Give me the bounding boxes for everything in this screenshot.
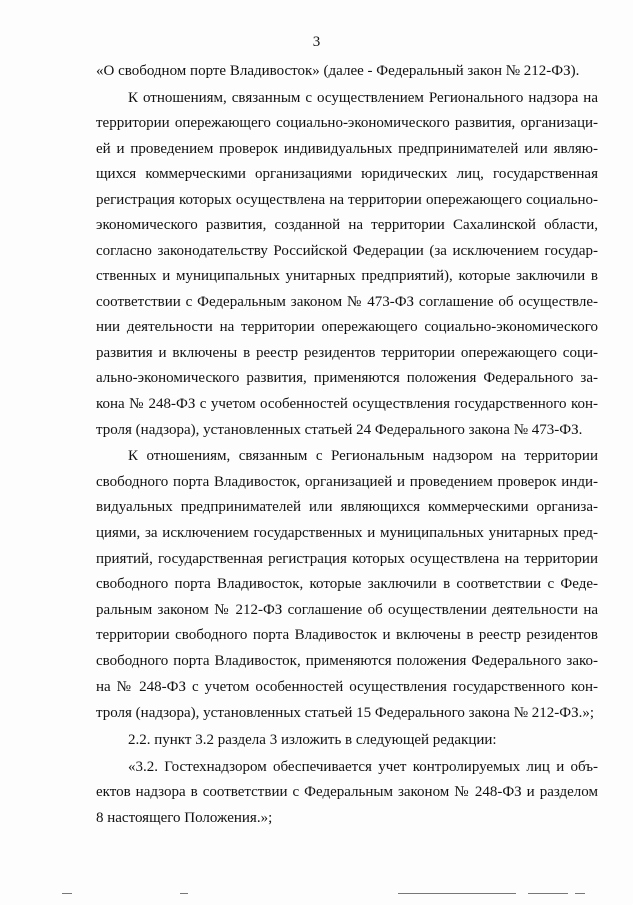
text-line: свободного порта Владивосток, которые заключили в соответствии с Феде- <box>96 576 598 592</box>
text-line: ей и проведением проверок индивидуальных предпринимателей или являю- <box>96 141 598 157</box>
text-line: свободного порта Владивосток, организацией и проведением проверок инди- <box>96 474 598 490</box>
text-line: соответствии с Федеральным законом № 473-ФЗ соглашение об осуществле- <box>96 294 598 310</box>
text-line: территории свободного порта Владивосток и включены в реестр резидентов <box>96 627 598 643</box>
scan-artifact <box>398 893 516 894</box>
page-number: 3 <box>312 34 321 50</box>
text-line: свободного порта Владивосток, применяются положения Федерального зако- <box>96 653 598 669</box>
text-line: территории опережающего социально-экономического развития, организаци- <box>96 115 598 131</box>
paragraph-last-line: 8 настоящего Положения.»; <box>96 810 273 826</box>
paragraph-first-line: К отношениям, связанным с Региональным надзором на территории <box>128 448 598 464</box>
text-line: регистрация которых осуществлена на территории опережающего социально- <box>96 192 598 208</box>
paragraph-first-line: К отношениям, связанным с осуществлением Регионального надзора на <box>128 90 598 106</box>
paragraph-last-line: троля (надзора), установленных статьей 15 Федерального закона № 212-ФЗ.»; <box>96 705 595 721</box>
text-line: ственных и муниципальных унитарных предприятий), которые заключили в <box>96 268 598 284</box>
text-line: приятий, государственная регистрация которых осуществлена на территории <box>96 551 598 567</box>
text-line: видуальных предпринимателей или являющихся коммерческими организа- <box>96 499 598 515</box>
scan-artifact <box>528 893 568 894</box>
text-line: ральным законом № 212-ФЗ соглашение об осуществлении деятельности на <box>96 602 598 618</box>
text-line: на № 248-ФЗ с учетом особенностей осуществления государственного кон- <box>96 679 598 695</box>
text-line: нии деятельности на территории опережающего социально-экономического <box>96 319 598 335</box>
text-line: ально-экономического развития, применяются положения Федерального за- <box>96 370 598 386</box>
scan-artifact <box>575 893 585 894</box>
text-line: циями, за исключением государственных и муниципальных унитарных пред- <box>96 525 598 541</box>
text-line: экономического развития, созданной на территории Сахалинской области, <box>96 217 598 233</box>
text-line: щихся коммерческими организациями юридических лиц, государственная <box>96 166 598 182</box>
paragraph-first-line: «3.2. Гостехнадзором обеспечивается учет контролируемых лиц и объ- <box>128 759 598 775</box>
paragraph-single-line: 2.2. пункт 3.2 раздела 3 изложить в следующей редакции: <box>128 732 497 748</box>
paragraph-last-line: троля (надзора), установленных статьей 24 Федерального закона № 473-ФЗ. <box>96 422 583 438</box>
text-line: развития и включены в реестр резидентов территории опережающего соци- <box>96 345 598 361</box>
scan-artifact <box>62 893 72 894</box>
scan-artifact <box>180 893 188 894</box>
text-line: кона № 248-ФЗ с учетом особенностей осуществления государственного кон- <box>96 396 598 412</box>
text-line: ектов надзора в соответствии с Федеральным законом № 248-ФЗ и разделом <box>96 784 598 800</box>
text-line: «О свободном порте Владивосток» (далее - Федеральный закон № 212-ФЗ). <box>96 63 580 79</box>
text-line: согласно законодательству Российской Федерации (за исключением государ- <box>96 243 598 259</box>
